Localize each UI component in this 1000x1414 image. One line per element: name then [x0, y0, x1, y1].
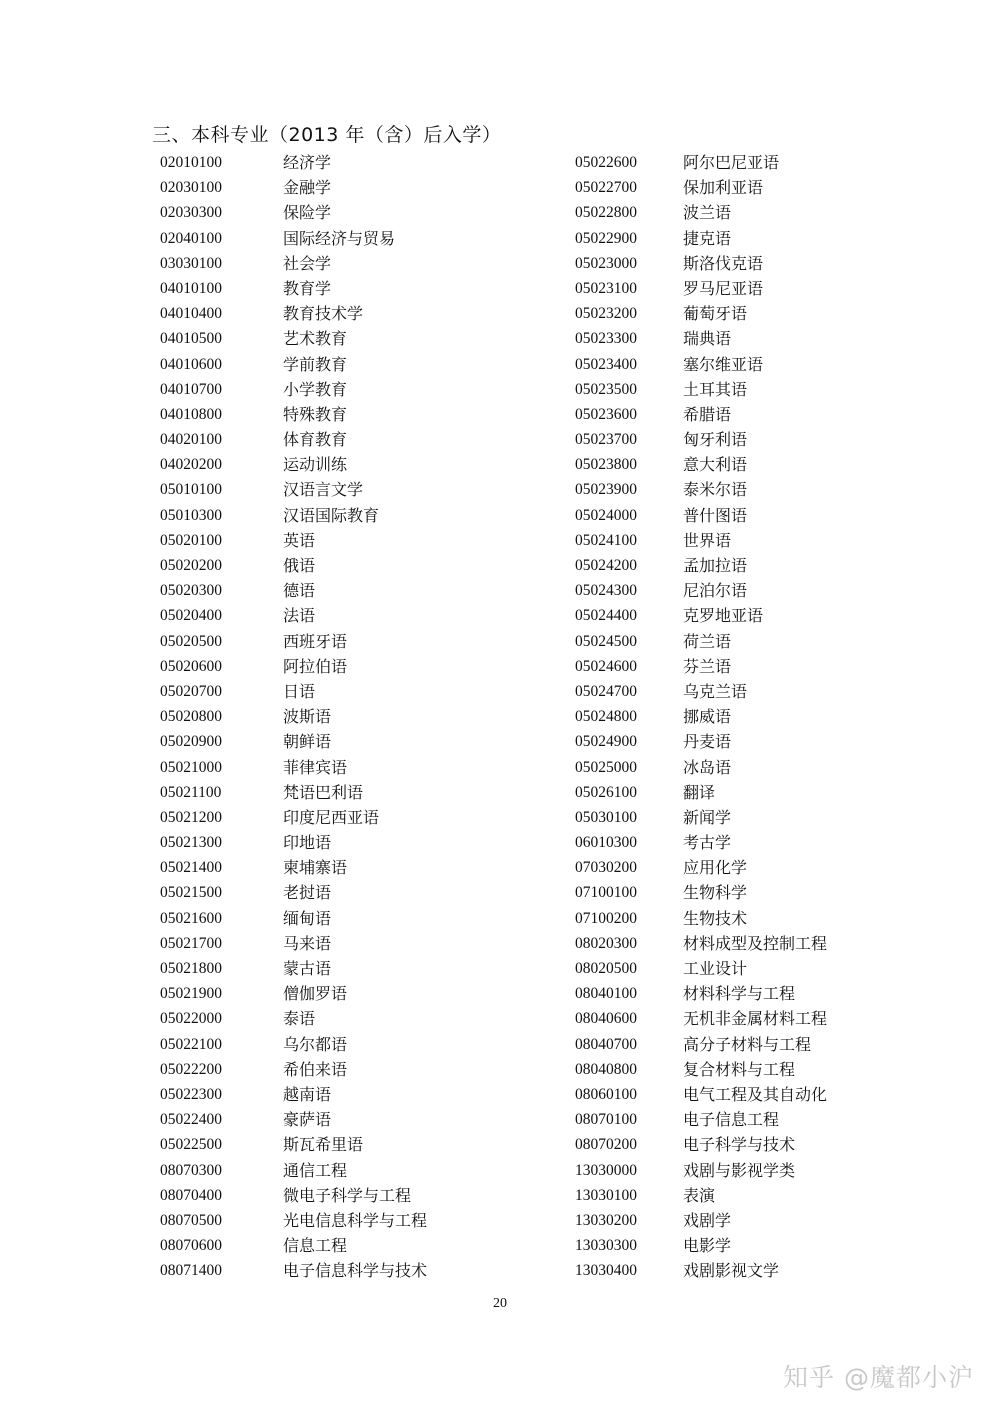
major-name: 瑞典语	[683, 329, 732, 349]
major-name: 考古学	[683, 833, 732, 853]
major-code: 02030100	[160, 179, 222, 197]
major-name: 光电信息科学与工程	[283, 1210, 428, 1230]
major-code: 08020300	[575, 934, 637, 952]
major-name: 高分子材料与工程	[683, 1034, 812, 1054]
major-name: 缅甸语	[283, 908, 332, 928]
major-code: 05024700	[575, 682, 637, 700]
major-name: 电子信息工程	[683, 1110, 780, 1130]
major-code: 05022700	[575, 179, 637, 197]
major-name: 阿尔巴尼亚语	[683, 153, 780, 172]
major-name: 菲律宾语	[283, 757, 348, 777]
major-code: 04010700	[160, 380, 222, 398]
major-code: 04010800	[160, 405, 222, 423]
major-code: 04020100	[160, 431, 222, 449]
major-name: 微电子科学与工程	[283, 1185, 412, 1205]
major-name: 荷兰语	[683, 631, 732, 651]
major-code: 08040100	[575, 985, 637, 1003]
major-code: 05022000	[160, 1010, 222, 1028]
major-code: 05010100	[160, 481, 222, 499]
major-name: 新闻学	[683, 807, 732, 827]
major-name: 越南语	[283, 1084, 332, 1104]
major-name: 特殊教育	[283, 404, 348, 424]
watermark: 知乎 @魔都小沪	[783, 1363, 974, 1392]
major-code: 08070600	[160, 1237, 222, 1255]
major-code: 05026100	[575, 783, 637, 801]
major-code: 05020700	[160, 682, 222, 700]
major-code: 05022500	[160, 1136, 222, 1154]
major-code: 04020200	[160, 456, 222, 474]
major-code: 05021700	[160, 934, 222, 952]
major-name: 学前教育	[283, 354, 348, 374]
major-name: 材料成型及控制工程	[683, 933, 828, 953]
major-code: 05023000	[575, 254, 637, 272]
major-name: 僧伽罗语	[283, 984, 348, 1004]
major-code: 04010500	[160, 330, 222, 348]
major-code: 05023400	[575, 355, 637, 373]
major-name: 金融学	[283, 178, 332, 198]
major-name: 复合材料与工程	[683, 1059, 796, 1079]
major-name: 朝鲜语	[283, 732, 332, 752]
major-code: 07100200	[575, 909, 637, 927]
major-name: 葡萄牙语	[683, 304, 748, 324]
major-name: 国际经济与贸易	[283, 228, 396, 248]
major-name: 冰岛语	[683, 757, 732, 777]
major-name: 梵语巴利语	[283, 782, 364, 802]
major-code: 05023600	[575, 405, 637, 423]
major-code: 05021600	[160, 909, 222, 927]
major-code: 05022400	[160, 1111, 222, 1129]
major-name: 乌克兰语	[683, 681, 748, 701]
major-code: 05024500	[575, 632, 637, 650]
section-heading: 三、本科专业（2013 年（含）后入学）	[152, 124, 502, 146]
major-name: 应用化学	[683, 858, 748, 878]
major-name: 尼泊尔语	[683, 581, 748, 601]
major-code: 08071400	[160, 1262, 222, 1280]
major-name: 生物科学	[683, 883, 748, 903]
major-code: 05021500	[160, 884, 222, 902]
major-name: 社会学	[283, 253, 332, 273]
major-name: 运动训练	[283, 455, 348, 475]
major-code: 03030100	[160, 254, 222, 272]
page-number: 20	[493, 1296, 507, 1311]
major-name: 生物技术	[683, 908, 748, 928]
major-code: 05024300	[575, 582, 637, 600]
major-code: 13030200	[575, 1211, 637, 1229]
major-code: 05021200	[160, 808, 222, 826]
major-name: 英语	[283, 530, 316, 550]
major-code: 05020900	[160, 733, 222, 751]
major-name: 电子信息科学与技术	[283, 1261, 428, 1281]
major-name: 保加利亚语	[683, 178, 764, 198]
major-code: 05023800	[575, 456, 637, 474]
major-name: 戏剧与影视学类	[683, 1160, 796, 1180]
major-name: 体育教育	[283, 430, 348, 450]
major-code: 08060100	[575, 1085, 637, 1103]
major-code: 05021400	[160, 859, 222, 877]
major-name: 汉语国际教育	[283, 505, 380, 525]
major-code: 05025000	[575, 758, 637, 776]
major-name: 戏剧学	[683, 1210, 732, 1230]
major-name: 马来语	[283, 933, 332, 953]
major-name: 豪萨语	[283, 1110, 332, 1130]
major-code: 02040100	[160, 229, 222, 247]
major-name: 普什图语	[683, 505, 748, 525]
major-code: 05024800	[575, 708, 637, 726]
major-code: 05024400	[575, 607, 637, 625]
major-code: 02010100	[160, 154, 222, 171]
major-code: 05021800	[160, 960, 222, 977]
major-name: 教育学	[283, 278, 332, 298]
major-code: 05021100	[160, 783, 222, 801]
major-code: 05020100	[160, 531, 222, 549]
major-code: 05020600	[160, 657, 222, 675]
major-name: 印度尼西亚语	[283, 807, 380, 827]
major-name: 电影学	[683, 1236, 732, 1256]
major-name: 翻译	[683, 782, 716, 802]
major-code: 08070100	[575, 1111, 637, 1129]
major-code: 05024900	[575, 733, 637, 751]
major-code: 05022600	[575, 154, 637, 171]
major-code: 07030200	[575, 859, 637, 877]
major-name: 无机非金属材料工程	[683, 1009, 828, 1029]
major-name: 希伯来语	[283, 1059, 348, 1079]
major-code: 05022100	[160, 1035, 222, 1053]
major-code: 05022900	[575, 229, 637, 247]
major-code: 13030400	[575, 1262, 637, 1280]
major-name: 教育技术学	[283, 304, 364, 324]
major-code: 05020200	[160, 557, 222, 574]
major-name: 波斯语	[283, 707, 332, 727]
major-name: 泰语	[283, 1009, 316, 1029]
major-code: 07100100	[575, 884, 637, 902]
major-code: 05022200	[160, 1060, 222, 1078]
major-name: 乌尔都语	[283, 1034, 348, 1054]
major-name: 信息工程	[283, 1236, 348, 1256]
major-code: 05023700	[575, 431, 637, 449]
major-code: 08040600	[575, 1010, 637, 1028]
major-name: 小学教育	[283, 379, 348, 399]
major-name: 泰米尔语	[683, 480, 748, 500]
major-name: 印地语	[283, 833, 332, 853]
major-code: 05023200	[575, 305, 637, 323]
major-name: 工业设计	[683, 959, 748, 978]
major-name: 西班牙语	[283, 631, 348, 651]
major-code: 05023300	[575, 330, 637, 348]
major-name: 汉语言文学	[283, 480, 364, 500]
major-name: 斯瓦希里语	[283, 1135, 364, 1155]
major-name: 世界语	[683, 530, 732, 550]
major-code: 08070300	[160, 1161, 222, 1179]
major-name: 戏剧影视文学	[683, 1261, 780, 1281]
major-code: 13030100	[575, 1186, 637, 1204]
major-code: 04010600	[160, 355, 222, 373]
major-name: 艺术教育	[283, 329, 348, 349]
major-name: 柬埔寨语	[283, 858, 348, 878]
major-code: 05023900	[575, 481, 637, 499]
major-code: 05024100	[575, 531, 637, 549]
major-code: 05021900	[160, 985, 222, 1003]
major-code: 05020500	[160, 632, 222, 650]
major-code: 06010300	[575, 834, 637, 852]
major-code: 05030100	[575, 808, 637, 826]
major-code: 05010300	[160, 506, 222, 524]
major-name: 电气工程及其自动化	[683, 1084, 828, 1104]
major-name: 芬兰语	[683, 656, 732, 676]
major-name: 蒙古语	[283, 959, 332, 978]
major-code: 08040700	[575, 1035, 637, 1053]
major-name: 罗马尼亚语	[683, 278, 764, 298]
major-name: 塞尔维亚语	[683, 354, 764, 374]
major-code: 05023500	[575, 380, 637, 398]
major-code: 05022300	[160, 1085, 222, 1103]
major-code: 08040800	[575, 1060, 637, 1078]
major-code: 05020400	[160, 607, 222, 625]
major-name: 表演	[683, 1185, 716, 1205]
major-name: 丹麦语	[683, 732, 732, 752]
major-name: 材料科学与工程	[683, 984, 796, 1004]
major-code: 05023100	[575, 279, 637, 297]
major-name: 土耳其语	[683, 379, 748, 399]
major-code: 05022800	[575, 204, 637, 222]
major-name: 阿拉伯语	[283, 656, 348, 676]
major-name: 保险学	[283, 203, 332, 223]
major-name: 俄语	[283, 556, 316, 575]
major-name: 意大利语	[683, 455, 748, 475]
major-name: 挪威语	[683, 707, 732, 727]
major-name: 电子科学与技术	[683, 1135, 796, 1155]
major-code: 02030300	[160, 204, 222, 222]
major-name: 日语	[283, 681, 316, 701]
major-code: 08020500	[575, 960, 637, 977]
major-code: 04010100	[160, 279, 222, 297]
major-code: 05021000	[160, 758, 222, 776]
major-name: 老挝语	[283, 883, 332, 903]
major-code: 05024600	[575, 657, 637, 675]
major-name: 克罗地亚语	[683, 606, 764, 626]
major-code: 05024200	[575, 557, 637, 574]
major-code: 05020800	[160, 708, 222, 726]
major-code: 04010400	[160, 305, 222, 323]
major-name: 捷克语	[683, 228, 732, 248]
major-name: 通信工程	[283, 1160, 348, 1180]
major-code: 05021300	[160, 834, 222, 852]
major-code: 08070400	[160, 1186, 222, 1204]
major-name: 法语	[283, 606, 316, 626]
major-code: 08070500	[160, 1211, 222, 1229]
major-name: 孟加拉语	[683, 556, 748, 575]
major-name: 德语	[283, 581, 316, 601]
major-name: 波兰语	[683, 203, 732, 223]
major-name: 斯洛伐克语	[683, 253, 764, 273]
major-code: 13030300	[575, 1237, 637, 1255]
major-code: 08070200	[575, 1136, 637, 1154]
major-code: 13030000	[575, 1161, 637, 1179]
major-name: 希腊语	[683, 404, 732, 424]
major-code: 05024000	[575, 506, 637, 524]
major-name: 匈牙利语	[683, 430, 748, 450]
major-name: 经济学	[283, 153, 332, 172]
major-code: 05020300	[160, 582, 222, 600]
